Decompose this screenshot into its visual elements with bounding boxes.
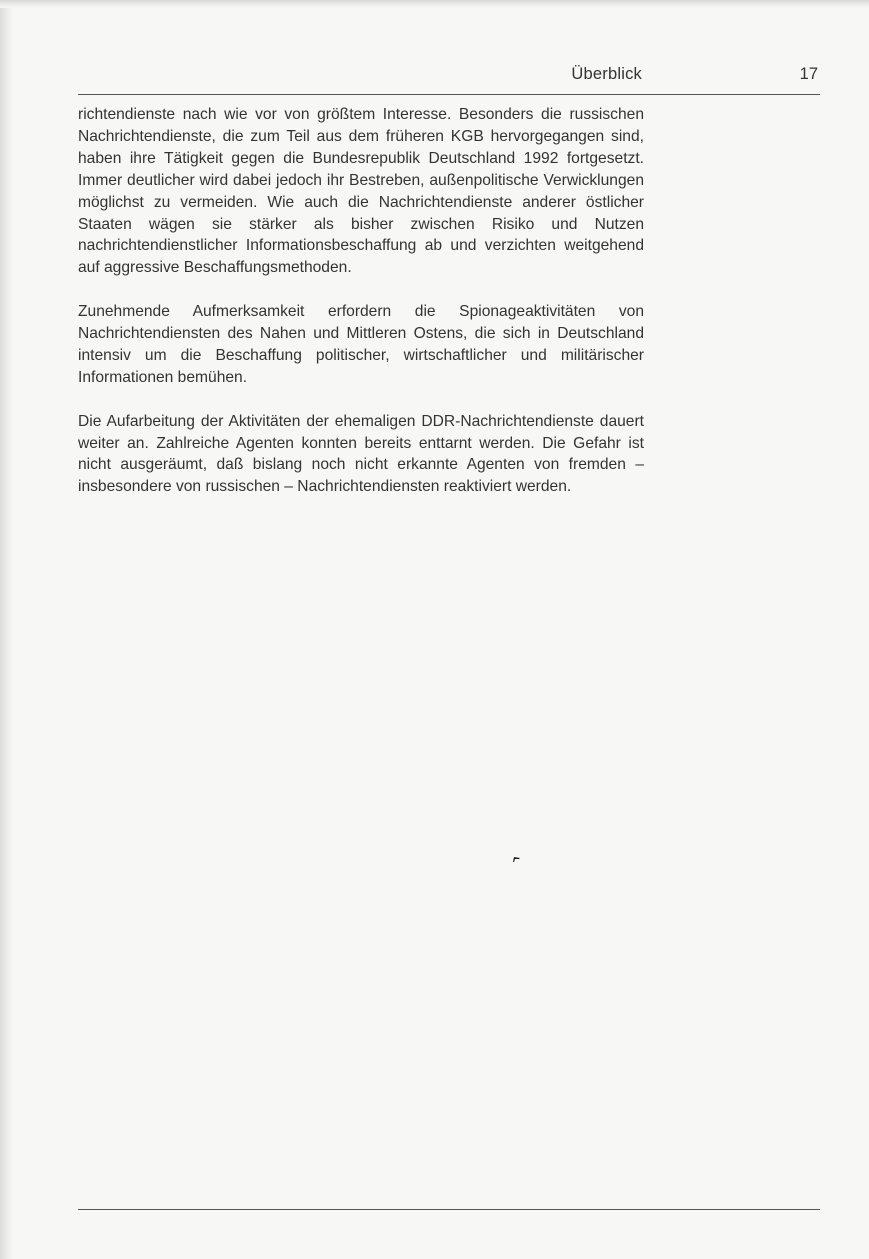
header-title: Überblick [571, 65, 642, 83]
page-edge-shadow [0, 0, 14, 1259]
header-rule [78, 94, 820, 95]
running-header [78, 62, 820, 90]
footer-rule [78, 1209, 820, 1210]
paragraph-3: Die Aufarbeitung der Aktivitäten der ehemaligen DDR-Nachrichtendienste dauert weiter an. Zahlreiche Agenten konnten bereits enttarnt werden. Die Gefahr ist nicht ausgeräumt, daß bislang noch nicht erkannte Agenten von fremden – insbesondere von russischen – Nachrichtendiensten reaktiviert werden. [78, 412, 644, 496]
scan-speck-mark [512, 856, 521, 863]
page-top-shadow [0, 0, 869, 8]
paragraph-1: richtendienste nach wie vor von größtem Interesse. Besonders die russischen Nachrichtendienste, die zum Teil aus dem früheren KGB hervorgegangen sind, haben ihre Tätigkeit gegen die Bundesrepublik Deutschland 1992 fortgesetzt. Immer deutlicher wird dabei jedoch ihr Bestreben, außenpolitische Verwicklungen möglichst zu vermeiden. Wie auch die Nachrichtendienste anderer östlicher Staaten wägen sie stärker als bisher zwischen Risiko und Nutzen nachrichtendienstlicher Informationsbeschaffung ab und verzichten weitgehend auf aggressive Beschaffungsmethoden. [78, 106, 644, 277]
page-number: 17 [799, 65, 818, 83]
body-text [78, 104, 644, 520]
paragraph-2: Zunehmende Aufmerksamkeit erfordern die Spionageaktivitäten von Nachrichtendiensten des Nahen und Mittleren Ostens, die sich in Deutschland intensiv um die Beschaffung politischer, wirtschaftlicher und militärischer Informationen bemühen. [78, 303, 644, 386]
